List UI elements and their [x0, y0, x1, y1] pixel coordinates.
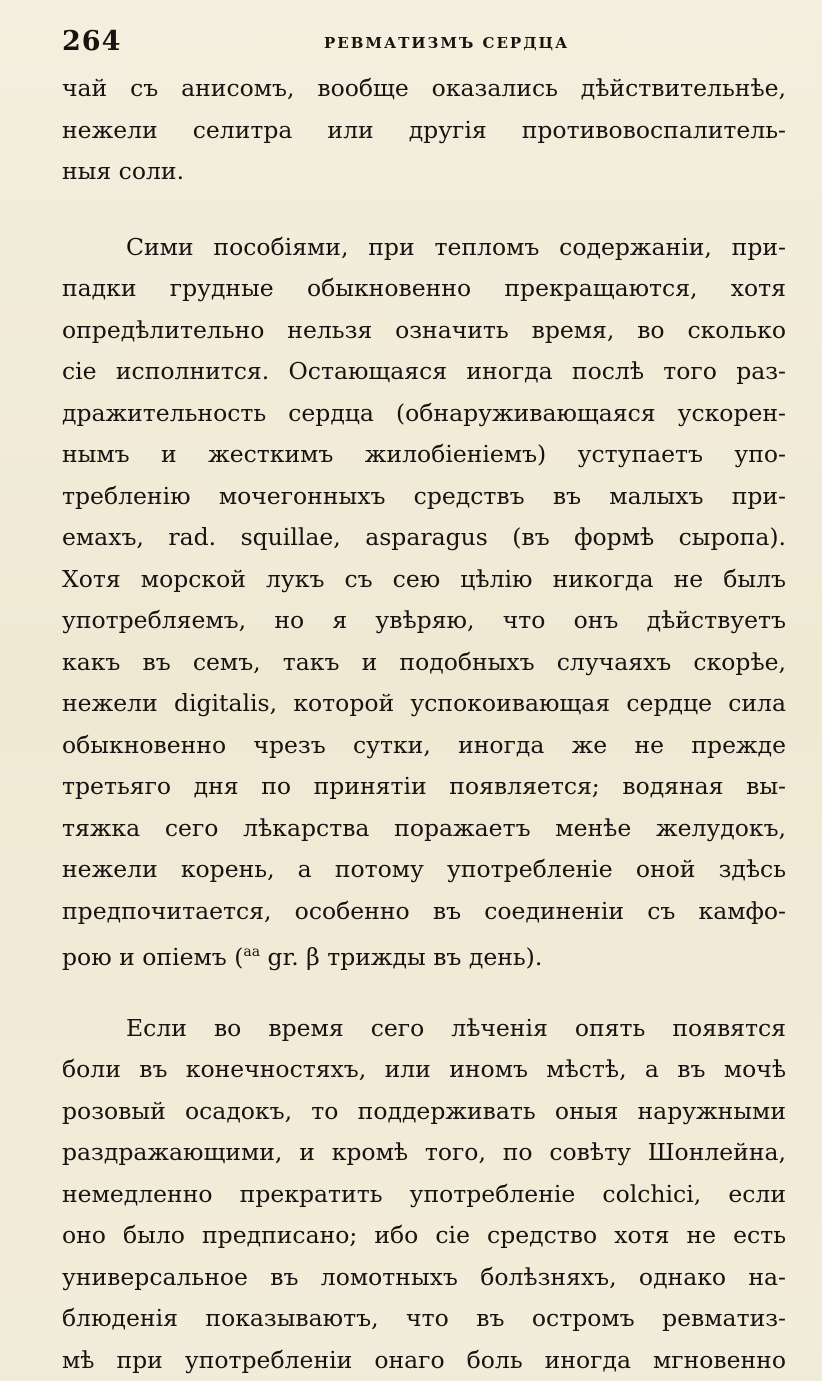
- text-line: емахъ, rad. squillae, asparagus (въ формѣ сыропа).: [62, 517, 786, 559]
- page-header: [62, 22, 782, 66]
- text-line: немедленно прекратить употребленіе colchici, если: [62, 1174, 786, 1216]
- text-line: падки грудные обыкновенно прекращаются, хотя: [62, 268, 786, 310]
- paragraph-3: [62, 1008, 786, 1381]
- text-line: употребляемъ, но я увѣряю, что онъ дѣйствуетъ: [62, 600, 786, 642]
- paragraph-gap: [62, 193, 786, 227]
- text-line: обыкновенно чрезъ сутки, иногда же не прежде: [62, 725, 786, 767]
- text-line: Сими пособіями, при тепломъ содержаніи, при-: [62, 227, 786, 269]
- text-line: нежели digitalis, которой успокоивающая сердце сила: [62, 683, 786, 725]
- text-line: блюденія показываютъ, что въ остромъ ревматиз-: [62, 1298, 786, 1340]
- paragraph-gap: [62, 974, 786, 1008]
- text-line: нежели селитра или другія противовоспалитель-: [62, 110, 786, 152]
- body-text: [62, 68, 786, 1381]
- text-line: дражительность сердца (обнаруживающаяся ускорен-: [62, 393, 786, 435]
- text-line: тяжка сего лѣкарства поражаетъ менѣе желудокъ,: [62, 808, 786, 850]
- text-line: нымъ и жесткимъ жилобіеніемъ) уступаетъ упо-: [62, 434, 786, 476]
- text-line: Если во время сего лѣченія опять появятся: [62, 1008, 786, 1050]
- text-line: раздражающими, и кромѣ того, по совѣту Шонлейна,: [62, 1132, 786, 1174]
- text-line: требленію мочегонныхъ средствъ въ малыхъ при-: [62, 476, 786, 518]
- text-line: боли въ конечностяхъ, или иномъ мѣстѣ, а въ мочѣ: [62, 1049, 786, 1091]
- text-line: опредѣлительно нельзя означить время, во сколько: [62, 310, 786, 352]
- text-line: какъ въ семъ, такъ и подобныхъ случаяхъ скорѣе,: [62, 642, 786, 684]
- running-head: РЕВМАТИЗМЪ СЕРДЦА: [324, 34, 569, 52]
- text-line: универсальное въ ломотныхъ болѣзняхъ, однако на-: [62, 1257, 786, 1299]
- text-line: [62, 932, 786, 974]
- text-segment: gr. β трижды въ день).: [260, 943, 542, 971]
- text-line: предпочитается, особенно въ соединеніи съ камфо-: [62, 891, 786, 933]
- text-line: розовый осадокъ, то поддерживать оныя наружными: [62, 1091, 786, 1133]
- text-line: Хотя морской лукъ съ сею цѣлію никогда не былъ: [62, 559, 786, 601]
- text-line: оно было предписано; ибо сіе средство хотя не есть: [62, 1215, 786, 1257]
- text-segment: рою и опіемъ (: [62, 943, 243, 971]
- paragraph-2: [62, 227, 786, 974]
- paragraph-1: [62, 68, 786, 193]
- text-line: мѣ при употребленіи онаго боль иногда мгновенно: [62, 1340, 786, 1381]
- text-line: нежели корень, а потому употребленіе оной здѣсь: [62, 849, 786, 891]
- text-line: сіе исполнится. Остающаяся иногда послѣ того раз-: [62, 351, 786, 393]
- text-line: ныя соли.: [62, 151, 786, 193]
- superscript-aa: aa: [243, 944, 260, 960]
- text-line: чай съ анисомъ, вообще оказались дѣйствительнѣе,: [62, 68, 786, 110]
- text-line: третьяго дня по принятіи появляется; водяная вы-: [62, 766, 786, 808]
- page-number: 264: [62, 26, 121, 57]
